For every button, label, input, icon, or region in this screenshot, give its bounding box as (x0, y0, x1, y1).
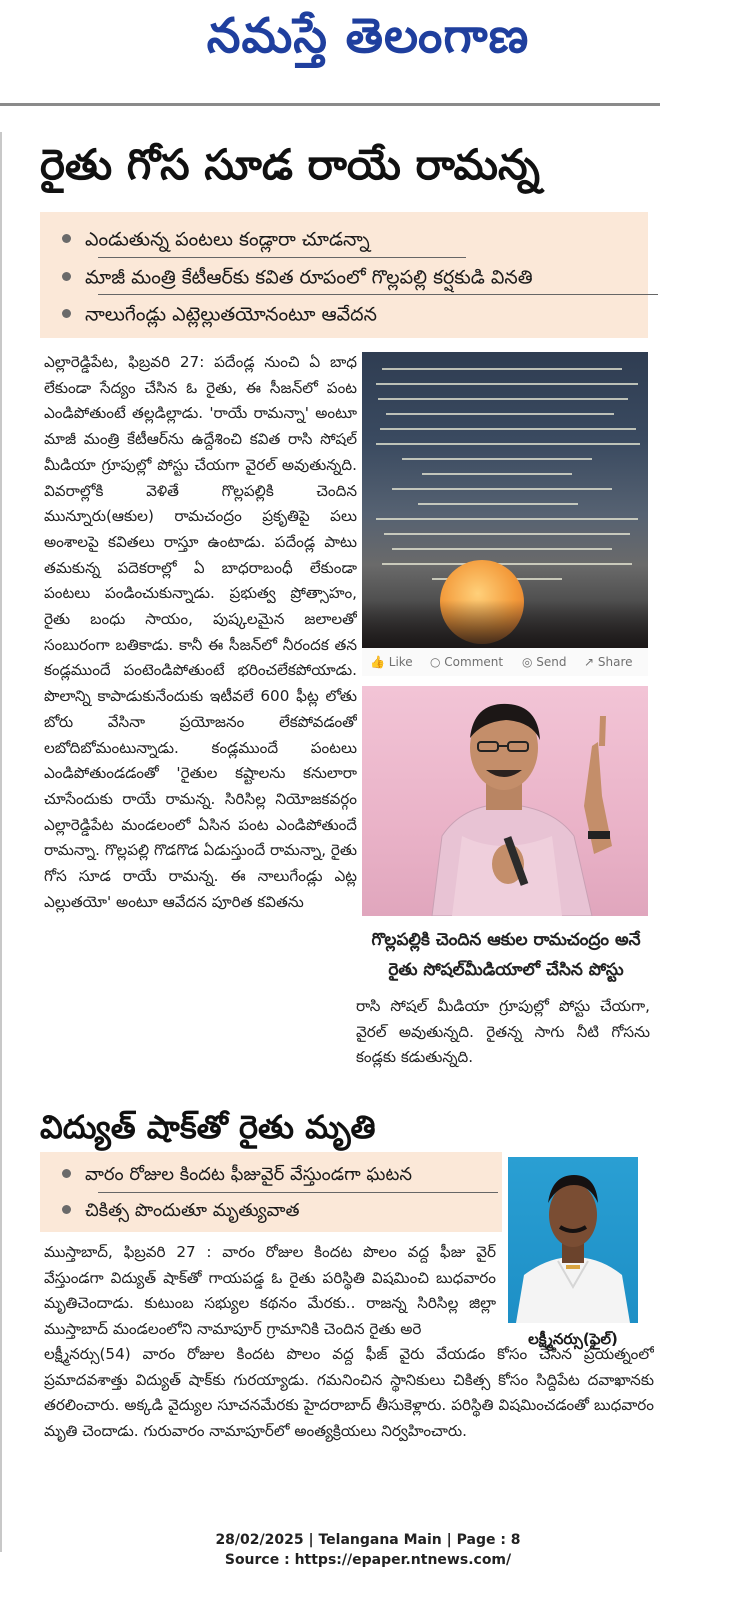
bullet-icon (62, 234, 71, 243)
like-button[interactable]: 👍 Like (370, 655, 413, 669)
bullet-divider (98, 257, 466, 258)
comment-icon: ○ (430, 655, 445, 669)
bullet-icon (62, 1169, 71, 1178)
summary-bullets (40, 212, 648, 338)
tree-silhouette (362, 600, 648, 648)
summary-bullet: వారం రోజుల కిందట ఫీజువైర్ వేస్తుండగా ఘటన (40, 1160, 412, 1190)
article-body-text: లక్ష్మీనర్సు(54) వారం రోజుల కిందట పొలం వద్ద ఫీజ్ వైరు వేయడం కోసం చేసిన ప్రయత్నంలో ప్రమాదవశాత్తు విద్యుత్ షాక్‌కు గురయ్యాడు. గమనించిన స్థానికులు చికిత్స కోసం సిద్దిపేట దవాఖానకు తరలించారు. అక్కడి వైద్యుల సూచనమేరకు హైదరాబాద్ తీసుకెళ్లారు. పరిస్థితి విషమించడంతో బుధవారం మృతి చెందాడు. గురువారం నామాపూర్‌లో అంత్యక్రియలు నిర్వహించారు. (44, 1345, 654, 1441)
source-link[interactable]: Source : https://epaper.ntnews.com/ (224, 1552, 512, 1568)
bullet-divider (98, 294, 658, 295)
bullet-icon (62, 309, 71, 318)
poem-line (422, 473, 572, 475)
article-body-bottom (44, 1342, 654, 1486)
bullet-divider (98, 1192, 498, 1193)
summary-bullet: మాజీ మంత్రి కేటీఆర్‌కు కవిత రూపంలో గొల్లపల్లి కర్షకుడి వినతి (40, 262, 533, 292)
person-illustration (508, 1157, 638, 1323)
share-icon: ↗ (584, 655, 598, 669)
poem-line (418, 503, 578, 505)
thumbs-up-icon: 👍 (370, 655, 389, 669)
poem-line (392, 548, 612, 550)
send-button[interactable]: ◎ Send (522, 655, 567, 669)
send-icon: ◎ (522, 655, 537, 669)
article-body-right: రాసి సోషల్ మీడియా గ్రూపుల్లో పోస్టు చేయగా, వైరల్ అవుతున్నది. రైతన్న సాగు నీటి గోసను కండ్లకు కడుతున్నది. (356, 997, 650, 1067)
person-illustration (362, 686, 648, 916)
summary-bullet: ఎండుతున్న పంటలు కండ్లారా చూడన్నా (40, 224, 370, 254)
masthead (0, 0, 736, 105)
poem-line (382, 563, 632, 565)
poem-line (376, 443, 640, 445)
article-body-left: ఎల్లారెడ్డిపేట, ఫిబ్రవరి 27: పదేండ్ల నుంచి ఏ బాధ లేకుండా సేద్యం చేసిన ఓ రైతు, ఈ సీజన్‌లో పంట ఎండిపోతుంటే తల్లడిల్లాడు. 'రాయే రామన్నా' అంటూ మాజీ మంత్రి కేటీఆర్‌ను ఉద్దేశించి కవిత రాసి సోషల్ మీడియా గ్రూపుల్లో పోస్టు చేయగా వైరల్ అవుతున్నది. వివరాల్లోకి వెళితే గొల్లపల్లికి చెందిన మున్నూరు(ఆకుల) రామచంద్రం ప్రకృతిపై పలు అంశాలపై కవితలు రాస్తూ ఉంటాడు. పదేండ్ల పాటు తమకున్న పదెకరాల్లో ఏ బాధరాబంధీ లేకుండా పంటలు పండించుకున్నాడు. ప్రభుత్వ ప్రోత్సాహం, రైతు బంధు సాయం, పుష్కలమైన జలాలతో సంబురంగా బతికాడు. కానీ ఈ సీజన్‌లో నీరందక తన కండ్లముందే పంటెండిపోతుంటే భరించలేకపోయాడు. పొలాన్ని కాపాడుకునేందుకు ఇటీవలే 600 ఫీట్ల లోతు బోరు వేసినా ప్రయోజనం లేకపోవడంతో లబోదిబోమంటున్నాడు. కండ్లముందే పంటలు ఎండిపోతుండడంతో 'రైతుల కష్టాలను కనులారా చూసేందుకు రాయే రామన్న. సిరిసిల్ల నియోజకవర్గం ఎల్లారెడ్డిపేట మండలంలో ఏసిన పంట ఎండిపోతుందే రామన్నా. గొల్లపల్లి గొడగొడ ఏడుస్తుందే రామన్నా, రైతు గోస సూడ రాయే రామన్న. ఈ నాలుగేండ్లు ఎట్ల ఎల్లుతయో' అంటూ ఆవేదన పూరిత కవితను (44, 353, 357, 911)
summary-bullet: నాలుగేండ్లు ఎట్లెల్లుతయోనంటూ ఆవేదన (40, 299, 377, 329)
article-headline: రైతు గోస సూడ రాయే రామన్న (40, 140, 540, 189)
photo-caption: లక్ష్మీనర్సు(ఫైల్) (528, 1330, 618, 1348)
politician-photo (362, 686, 648, 916)
photo-caption: గొల్లపల్లికి చెందిన ఆకుల రామచంద్రం అనే రైతు సోషల్‌మీడియాలో చేసిన పోస్టు (371, 930, 641, 980)
poem-line (392, 488, 612, 490)
farmer-photo (508, 1157, 638, 1323)
poem-line (402, 458, 592, 460)
column-divider (0, 132, 2, 1552)
article-headline: విద్యుత్ షాక్‌తో రైతు మృతి (40, 1108, 376, 1146)
comment-button[interactable]: ○ Comment (430, 655, 504, 669)
poem-line (378, 398, 628, 400)
article-body-text: ముస్తాబాద్, ఫిబ్రవరి 27 : వారం రోజుల కిందట పొలం వద్ద ఫీజు వైర్ వేస్తుండగా విద్యుత్ షాక్‌తో గాయపడ్డ ఓ రైతు పరిస్థితి విషమించి బుధవారం మృతిచెందాడు. కుటుంబ సభ్యుల కథనం మేరకు.. రాజన్న సిరిసిల్ల జిల్లా ముస్తాబాద్ మండలంలోని నామాపూర్ గ్రామానికి చెందిన రైతు అరె (44, 1243, 496, 1339)
share-button[interactable]: ↗ Share (584, 655, 633, 669)
newspaper-logo: నమస్తే తెలంగాణ (206, 8, 530, 64)
poem-line (380, 428, 636, 430)
poem-line (384, 533, 630, 535)
poem-line (376, 383, 638, 385)
bullet-icon (62, 272, 71, 281)
poem-line (386, 413, 614, 415)
poem-line (376, 518, 638, 520)
summary-bullet: చికిత్స పొందుతూ మృత్యువాత (40, 1196, 299, 1226)
post-actions-bar (362, 648, 648, 676)
bullet-icon (62, 1205, 71, 1214)
summary-bullets (40, 1152, 502, 1232)
masthead-divider (0, 103, 660, 106)
poem-line (382, 368, 622, 370)
article-body-top (44, 1240, 496, 1342)
page-info: 28/02/2025 | Telangana Main | Page : 8 (215, 1532, 521, 1548)
